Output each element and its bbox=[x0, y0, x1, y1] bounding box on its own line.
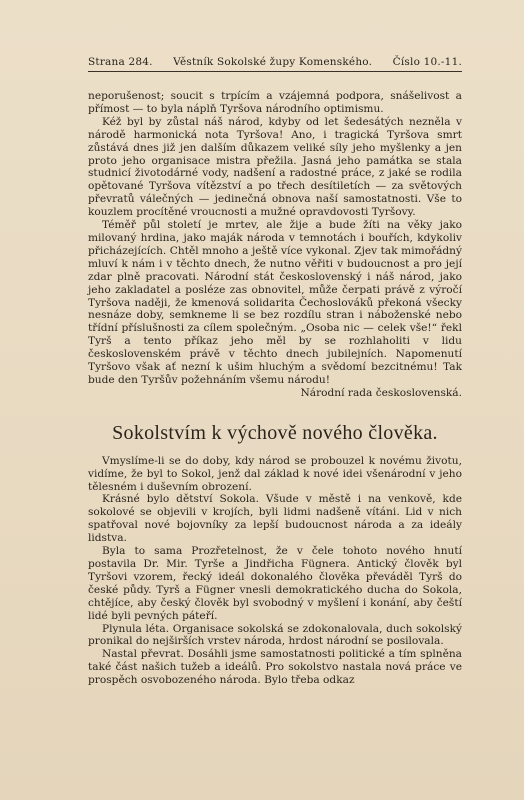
paragraph: Téměř půl století je mrtev, ale žije a bude žíti na věky jako milovaný hrdina, jako maják národa v temnotách i bouřích, kdykoliv přicházejících. Chtěl mnoho a ještě více vykonal. Zjev tak mimořádný mluví k nám i v těchto dnech, že nutno věřiti v budoucnost a pro její zdar plně pracovati. Národní stát československý i náš národ, jako jeho zakladatel a posléze zas obnovitel, může čerpati právě z výročí Tyršova naději, že kmenová solidarita Čechoslováků překoná všecky nesnáze doby, semkneme li se bez rozdílu stran i náboženské nebo třídní příslušnosti za cílem společným. „Osoba nic — celek vše!“ řekl Tyrš a tento příkaz jeho měl by se rozhlaholiti v lidu československém právě v těchto dnech jubilejních. Napomenutí Tyršovo však ať nezní k ušim hluchým a svědomí bezcitnému! Tak bude den Tyršův požehnáním všemu národu! bbox=[88, 219, 462, 386]
paragraph: Nastal převrat. Dosáhli jsme samostatnosti politické a tím splněna také část našich tužeb a ideálů. Pro sokolstvo nastala nová práce ve prospěch osvobozeného národa. Bylo třeba odkaz bbox=[88, 648, 462, 687]
signoff: Národní rada československá. bbox=[300, 386, 462, 399]
paragraph: Krásné bylo dětství Sokola. Všude v městě i na venkově, kde sokolové se objevili v krojích, byli lidmi nadšeně vítáni. Lid v nich spatřoval nové bojovníky za lepší budoucnost národa a za ideály lidstva. bbox=[88, 493, 462, 545]
paragraph: Byla to sama Prozřetelnost, že v čele tohoto nového hnutí postavila Dr. Mir. Tyrše a Jindřicha Fügnera. Antický člověk byl Tyršovi vzorem, řecký ideál dokonalého člověka převáděl Tyrš do české půdy. Tyrš a Fügner vnesli demokratického ducha do Sokola, chtějíce, aby český člověk byl svobodný v myšlení i konání, aby čeští lidé byli pevných páteří. bbox=[88, 545, 462, 622]
page-header bbox=[88, 56, 462, 72]
paragraph: Plynula léta. Organisace sokolská se zdokonalovala, duch sokolský pronikal do nejširších vrstev národa, hrdost národní se posilovala. bbox=[88, 622, 462, 648]
paragraph: Kéž byl by zůstal náš národ, kdyby od let šedesátých nezněla v národě harmonická nota Tyršova! Ano, i tragická Tyršova smrt zůstává dnes již jen dalším důkazem veliké síly jeho myšlenky a jen proto jeho organisace mistra přežila. Jasná jeho památka se stala studnicí životodárné vody, nadšení a radostné práce, z jaké se rodila opětované Tyršova vítězství a po třech desítiletích — za světových převratů válečných — jedinečná obnova naší samostatnosti. Vše to kouzlem procítěné vroucnosti a mužné opravdovosti Tyršovy. bbox=[88, 115, 462, 219]
article-body bbox=[88, 455, 462, 687]
page-number: Strana 284. bbox=[88, 56, 153, 68]
top-section bbox=[88, 90, 462, 400]
paragraph: Vmyslíme-li se do doby, kdy národ se probouzel k novému životu, vidíme, že byl to Sokol, jenž dal základ k nové idei všenárodní v jeho tělesném i duševním obrození. bbox=[88, 454, 462, 493]
signoff-row bbox=[88, 387, 462, 400]
issue-number: Číslo 10.-11. bbox=[392, 56, 462, 68]
article-title: Sokolstvím k výchově nového člověka. bbox=[112, 421, 438, 444]
journal-title: Věstník Sokolské župy Komenského. bbox=[173, 56, 373, 68]
paragraph: neporušenost; soucit s trpícím a vzájemná podpora, snášelivost a přímost — to byla náplň Tyršova národního optimismu. bbox=[88, 90, 462, 115]
